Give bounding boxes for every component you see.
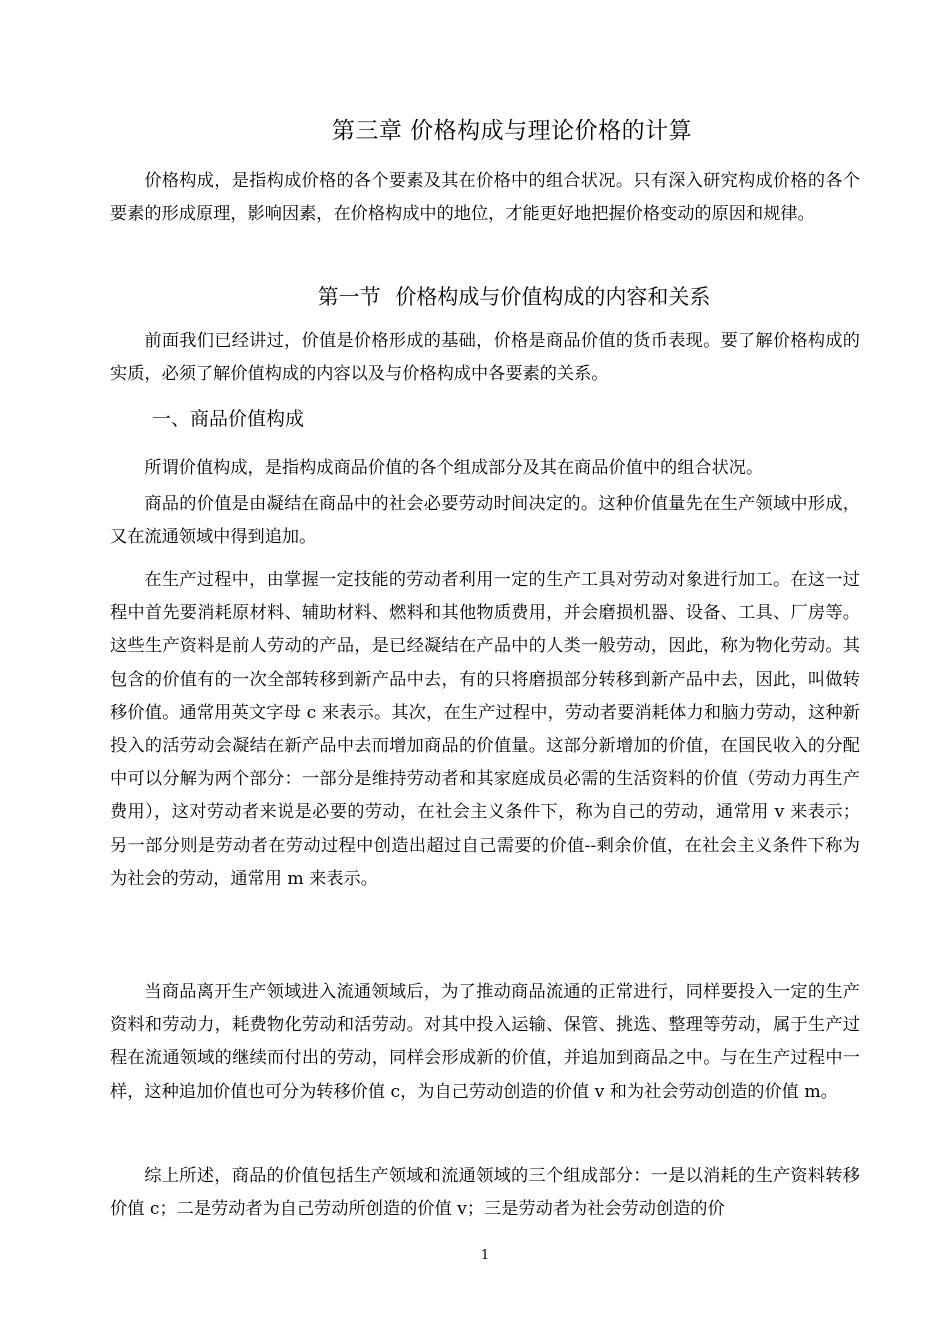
chapter-title: 第三章 价格构成与理论价格的计算 xyxy=(331,118,693,144)
subsection-title: 一、商品价值构成 xyxy=(152,408,305,430)
intro-paragraph: 价格构成，是指构成价格的各个要素及其在价格中的组合状况。只有深入研究构成价格的各个要素的形成原理，影响因素，在价格构成中的地位，才能更好地把握价格变动的原因和规律。 xyxy=(110,171,860,225)
section-title: 第一节 价格构成与价值构成的内容和关系 xyxy=(317,285,711,309)
body-paragraph: 当商品离开生产领域进入流通领域后，为了推动商品流通的正常进行，同样要投入一定的生产资料和劳动力，耗费物化劳动和活劳动。对其中投入运输、保管、挑选、整理等劳动，属于生产过程在流通领域的继续而付出的劳动，同样会形成新的价值，并追加到商品之中。与在生产过程中一样，这种追加价值也可分为转移价值 c，为自己劳动创造的价值 v 和为社会劳动创造的价值 m。 xyxy=(110,982,860,1102)
body-paragraph: 在生产过程中，由掌握一定技能的劳动者利用一定的生产工具对劳动对象进行加工。在这一过程中首先要消耗原材料、辅助材料、燃料和其他物质费用，并会磨损机器、设备、工具、厂房等。这些生产资料是前人劳动的产品，是已经凝结在产品中的人类一般劳动，因此，称为物化劳动。其包含的价值有的一次全部转移到新产品中去，有的只将磨损部分转移到新产品中去，因此，叫做转移价值。通常用英文字母 c 来表示。其次，在生产过程中，劳动者要消耗体力和脑力劳动，这种新投入的活劳动会凝结在新产品中去而增加商品的价值量。这部分新增加的价值，在国民收入的分配中可以分解为两个部分：一部分是维持劳动者和其家庭成员必需的生活资料的价值（劳动力再生产费用），这对劳动者来说是必要的劳动，在社会主义条件下，称为自己的劳动，通常用 v 来表示；另一部分则是劳动者在劳动过程中创造出超过自己需要的价值--剩余价值，在社会主义条件下称为为社会的劳动，通常用 m 来表示。 xyxy=(110,570,860,889)
body-paragraph: 综上所述，商品的价值包括生产领域和流通领域的三个组成部分：一是以消耗的生产资料转移价值 c；二是劳动者为自己劳动所创造的价值 v；三是劳动者为社会劳动创造的价 xyxy=(110,1166,860,1220)
body-paragraph: 所谓价值构成，是指构成商品价值的各个组成部分及其在商品价值中的组合状况。 xyxy=(144,458,764,478)
section-intro-paragraph: 前面我们已经讲过，价值是价格形成的基础，价格是商品价值的货币表现。要了解价格构成的实质，必须了解价值构成的内容以及与价格构成中各要素的关系。 xyxy=(110,331,860,385)
body-paragraph: 商品的价值是由凝结在商品中的社会必要劳动时间决定的。这种价值量先在生产领域中形成，又在流通领域中得到追加。 xyxy=(110,494,860,548)
page-number: 1 xyxy=(480,1248,490,1263)
